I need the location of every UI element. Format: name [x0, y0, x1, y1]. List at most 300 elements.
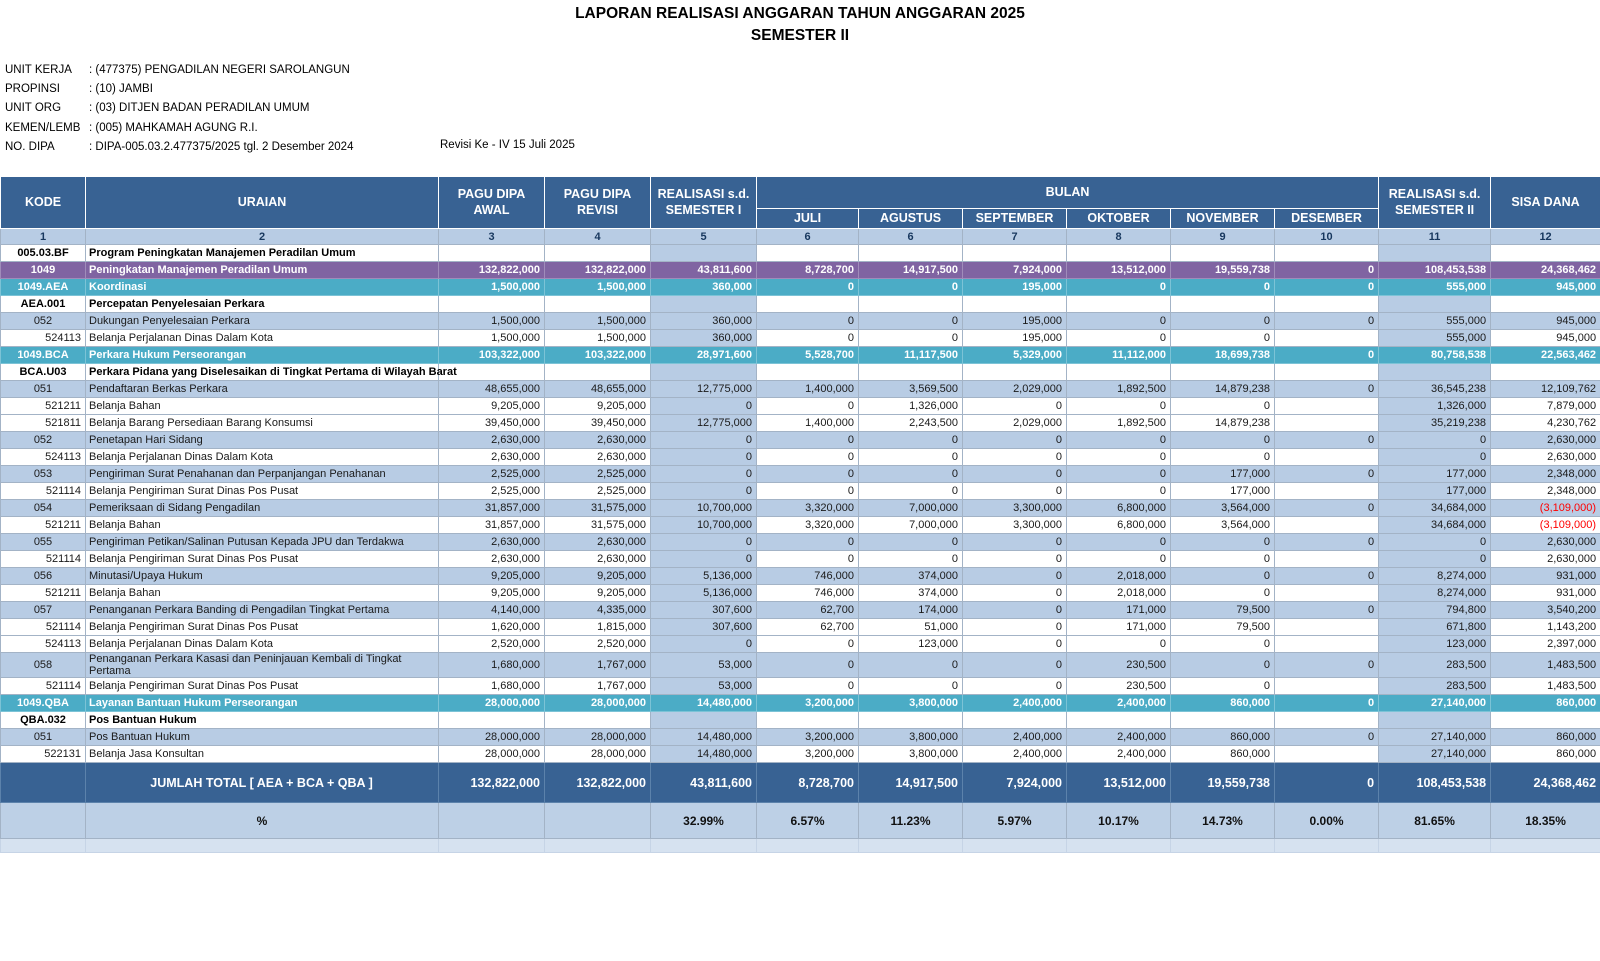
value-cell: 0	[1067, 551, 1171, 568]
table-row	[1, 678, 1600, 695]
value-cell: 123,000	[1379, 636, 1491, 653]
pct-label: %	[86, 803, 439, 839]
table-row	[1, 415, 1600, 432]
value-cell	[545, 803, 651, 839]
table-row	[1, 381, 1600, 398]
value-cell: 0	[1275, 653, 1379, 678]
value-cell: 28,000,000	[439, 695, 545, 712]
uraian-cell: Program Peningkatan Manajemen Peradilan Umum	[86, 245, 439, 262]
table-row	[1, 585, 1600, 602]
uraian-cell: Belanja Bahan	[86, 585, 439, 602]
kode-cell: 053	[1, 466, 86, 483]
value-cell: 2,520,000	[545, 636, 651, 653]
value-cell: 7,000,000	[859, 517, 963, 534]
uraian-cell: Belanja Perjalanan Dinas Dalam Kota	[86, 449, 439, 466]
value-cell: 3,800,000	[859, 695, 963, 712]
col-header-month: JULI	[757, 209, 859, 229]
value-cell: 28,971,600	[651, 347, 757, 364]
report-title-line2: SEMESTER II	[750, 27, 850, 45]
value-cell: 2,400,000	[963, 695, 1067, 712]
meta-row	[5, 80, 353, 99]
value-cell: 1,500,000	[545, 279, 651, 296]
value-cell: 0	[1275, 432, 1379, 449]
column-number: 2	[86, 229, 439, 245]
col-header-kode: KODE	[1, 177, 86, 229]
kode-cell: 1049.BCA	[1, 347, 86, 364]
value-cell: (3,109,000)	[1491, 517, 1600, 534]
table-row	[1, 364, 1600, 381]
col-header-month: DESEMBER	[1275, 209, 1379, 229]
value-cell: 0	[963, 551, 1067, 568]
value-cell: 1,892,500	[1067, 381, 1171, 398]
value-cell: 7,000,000	[859, 500, 963, 517]
value-cell: 0	[859, 449, 963, 466]
value-cell: 0	[1067, 313, 1171, 330]
uraian-cell: Koordinasi	[86, 279, 439, 296]
value-cell: 103,322,000	[439, 347, 545, 364]
value-cell: 0	[1275, 695, 1379, 712]
value-cell: 3,564,000	[1171, 500, 1275, 517]
value-cell: 195,000	[963, 330, 1067, 347]
value-cell	[1171, 364, 1275, 381]
uraian-cell: Belanja Perjalanan Dinas Dalam Kota	[86, 330, 439, 347]
value-cell: 945,000	[1491, 313, 1600, 330]
kode-cell: 1049.QBA	[1, 695, 86, 712]
value-cell: 12,775,000	[651, 415, 757, 432]
column-number: 9	[1171, 229, 1275, 245]
value-cell: 0	[1275, 466, 1379, 483]
column-number: 4	[545, 229, 651, 245]
value-cell: 0	[1275, 279, 1379, 296]
value-cell	[1275, 619, 1379, 636]
value-cell	[1275, 517, 1379, 534]
value-cell: 555,000	[1379, 313, 1491, 330]
value-cell: 0	[1275, 500, 1379, 517]
value-cell: 28,000,000	[439, 729, 545, 746]
value-cell	[1275, 449, 1379, 466]
value-cell: 2,630,000	[545, 432, 651, 449]
value-cell	[859, 712, 963, 729]
value-cell: 0	[1171, 653, 1275, 678]
value-cell: 0	[963, 534, 1067, 551]
column-number-row	[1, 229, 1600, 245]
table-row	[1, 602, 1600, 619]
value-cell: 7,879,000	[1491, 398, 1600, 415]
col-header-bulan: BULAN	[757, 177, 1379, 209]
value-cell: 103,322,000	[545, 347, 651, 364]
uraian-cell: Penetapan Hari Sidang	[86, 432, 439, 449]
kode-cell: 521811	[1, 415, 86, 432]
col-header-pagu-awal: PAGU DIPA AWAL	[439, 177, 545, 229]
value-cell: 0	[651, 432, 757, 449]
value-cell	[651, 296, 757, 313]
value-cell	[545, 245, 651, 262]
value-cell	[545, 712, 651, 729]
value-cell: 0	[1067, 466, 1171, 483]
kode-cell: BCA.U03	[1, 364, 86, 381]
value-cell: 9,205,000	[545, 585, 651, 602]
value-cell: 0	[1171, 678, 1275, 695]
value-cell: 0	[1275, 763, 1379, 803]
uraian-cell: Pendaftaran Berkas Perkara	[86, 381, 439, 398]
col-header-realisasi-sem2: REALISASI s.d. SEMESTER II	[1379, 177, 1491, 229]
value-cell: 48,655,000	[439, 381, 545, 398]
value-cell: 307,600	[651, 619, 757, 636]
value-cell: 48,655,000	[545, 381, 651, 398]
value-cell: 28,000,000	[439, 746, 545, 763]
value-cell: 171,000	[1067, 602, 1171, 619]
value-cell: 931,000	[1491, 585, 1600, 602]
meta-value: : (03) DITJEN BADAN PERADILAN UMUM	[89, 102, 310, 115]
value-cell: 0	[1275, 262, 1379, 279]
table-row	[1, 695, 1600, 712]
table-row	[1, 245, 1600, 262]
value-cell: 1,483,500	[1491, 678, 1600, 695]
value-cell: 0	[1171, 432, 1275, 449]
value-cell: 0	[1379, 432, 1491, 449]
kode-cell: 058	[1, 653, 86, 678]
value-cell: 2,630,000	[439, 551, 545, 568]
value-cell: 860,000	[1491, 729, 1600, 746]
value-cell	[859, 364, 963, 381]
bottom-strip-row	[1, 839, 1600, 853]
value-cell: 0	[859, 483, 963, 500]
value-cell: 0	[963, 653, 1067, 678]
value-cell: 1,892,500	[1067, 415, 1171, 432]
value-cell: 14,480,000	[651, 695, 757, 712]
value-cell: 0	[963, 398, 1067, 415]
value-cell: 1,500,000	[439, 279, 545, 296]
value-cell: 14,480,000	[651, 729, 757, 746]
value-cell: 11,117,500	[859, 347, 963, 364]
value-cell: 0	[1171, 568, 1275, 585]
value-cell: 2,525,000	[545, 466, 651, 483]
uraian-cell: Pemeriksaan di Sidang Pengadilan	[86, 500, 439, 517]
value-cell: 0	[757, 449, 859, 466]
value-cell: 0	[963, 585, 1067, 602]
uraian-cell: Belanja Barang Persediaan Barang Konsumsi	[86, 415, 439, 432]
value-cell: 0	[757, 534, 859, 551]
value-cell: 10,700,000	[651, 517, 757, 534]
value-cell: 860,000	[1491, 695, 1600, 712]
uraian-cell: Belanja Pengiriman Surat Dinas Pos Pusat	[86, 678, 439, 695]
value-cell: 9,205,000	[545, 568, 651, 585]
value-cell: 11,112,000	[1067, 347, 1171, 364]
table-row	[1, 653, 1600, 678]
value-cell	[757, 296, 859, 313]
meta-row	[5, 119, 353, 138]
value-cell: 0	[651, 483, 757, 500]
value-cell	[1275, 415, 1379, 432]
col-header-month: AGUSTUS	[859, 209, 963, 229]
value-cell: 1,326,000	[859, 398, 963, 415]
value-cell	[1491, 245, 1600, 262]
value-cell: 43,811,600	[651, 262, 757, 279]
total-label: JUMLAH TOTAL [ AEA + BCA + QBA ]	[86, 763, 439, 803]
value-cell: 11.23%	[859, 803, 963, 839]
value-cell: 0	[651, 466, 757, 483]
uraian-cell: Percepatan Penyelesaian Perkara	[86, 296, 439, 313]
value-cell: 0	[1067, 432, 1171, 449]
kode-cell: 521114	[1, 551, 86, 568]
value-cell: 108,453,538	[1379, 763, 1491, 803]
value-cell: 0	[1171, 449, 1275, 466]
value-cell: 8,728,700	[757, 763, 859, 803]
value-cell: 0	[859, 653, 963, 678]
value-cell: 2,400,000	[1067, 695, 1171, 712]
kode-cell: 521211	[1, 517, 86, 534]
value-cell	[1379, 245, 1491, 262]
value-cell: 0	[651, 636, 757, 653]
value-cell: 0	[859, 551, 963, 568]
column-number: 7	[963, 229, 1067, 245]
value-cell: 12,775,000	[651, 381, 757, 398]
value-cell: 39,450,000	[545, 415, 651, 432]
value-cell	[1491, 296, 1600, 313]
value-cell: 132,822,000	[439, 763, 545, 803]
value-cell: 2,243,500	[859, 415, 963, 432]
value-cell: 3,569,500	[859, 381, 963, 398]
value-cell: 1,400,000	[757, 381, 859, 398]
value-cell: 14,879,238	[1171, 415, 1275, 432]
value-cell: 2,630,000	[545, 534, 651, 551]
value-cell: 2,630,000	[1491, 551, 1600, 568]
value-cell: 0	[1275, 313, 1379, 330]
value-cell: 31,857,000	[439, 500, 545, 517]
value-cell: 0	[1379, 534, 1491, 551]
kode-cell: 052	[1, 432, 86, 449]
value-cell: 746,000	[757, 585, 859, 602]
table-row	[1, 262, 1600, 279]
value-cell: 307,600	[651, 602, 757, 619]
value-cell: 0	[859, 678, 963, 695]
value-cell	[651, 364, 757, 381]
meta-value: : (10) JAMBI	[89, 83, 153, 96]
value-cell: 51,000	[859, 619, 963, 636]
kode-cell: 054	[1, 500, 86, 517]
value-cell: 0	[757, 678, 859, 695]
value-cell	[859, 245, 963, 262]
uraian-cell: Belanja Bahan	[86, 398, 439, 415]
value-cell: 0	[757, 330, 859, 347]
kode-cell: 521211	[1, 398, 86, 415]
value-cell: 2,630,000	[545, 449, 651, 466]
value-cell: 28,000,000	[545, 729, 651, 746]
value-cell: 35,219,238	[1379, 415, 1491, 432]
value-cell: 746,000	[757, 568, 859, 585]
value-cell	[1171, 245, 1275, 262]
value-cell: 360,000	[651, 313, 757, 330]
value-cell: 195,000	[963, 279, 1067, 296]
value-cell: 13,512,000	[1067, 262, 1171, 279]
value-cell	[1171, 296, 1275, 313]
value-cell	[439, 712, 545, 729]
col-header-uraian: URAIAN	[86, 177, 439, 229]
value-cell: 0	[1171, 398, 1275, 415]
value-cell: 53,000	[651, 653, 757, 678]
uraian-cell: Penanganan Perkara Kasasi dan Peninjauan Kembali di Tingkat Pertama	[86, 653, 439, 678]
value-cell: 0	[963, 678, 1067, 695]
value-cell: 230,500	[1067, 653, 1171, 678]
table-row	[1, 296, 1600, 313]
value-cell	[1275, 296, 1379, 313]
value-cell: 5,528,700	[757, 347, 859, 364]
value-cell: 80,758,538	[1379, 347, 1491, 364]
value-cell: 81.65%	[1379, 803, 1491, 839]
value-cell: 36,545,238	[1379, 381, 1491, 398]
value-cell	[1379, 364, 1491, 381]
uraian-cell: Perkara Pidana yang Diselesaikan di Tingkat Pertama di Wilayah Barat	[86, 364, 439, 381]
value-cell	[1275, 398, 1379, 415]
value-cell: 0.00%	[1275, 803, 1379, 839]
value-cell: 132,822,000	[545, 763, 651, 803]
value-cell: 360,000	[651, 330, 757, 347]
kode-cell: 056	[1, 568, 86, 585]
value-cell: 374,000	[859, 585, 963, 602]
kode-cell: 521114	[1, 678, 86, 695]
budget-realization-table	[0, 176, 1600, 853]
value-cell: 9,205,000	[545, 398, 651, 415]
column-number: 5	[651, 229, 757, 245]
value-cell: 0	[1067, 279, 1171, 296]
value-cell	[1275, 636, 1379, 653]
col-header-realisasi-sem1: REALISASI s.d. SEMESTER I	[651, 177, 757, 229]
value-cell	[1275, 712, 1379, 729]
value-cell: 0	[1379, 551, 1491, 568]
value-cell: 39,450,000	[439, 415, 545, 432]
value-cell: 0	[1171, 585, 1275, 602]
value-cell: 31,575,000	[545, 500, 651, 517]
value-cell: 0	[651, 551, 757, 568]
column-number: 6	[859, 229, 963, 245]
table-row	[1, 729, 1600, 746]
value-cell: 0	[1067, 534, 1171, 551]
column-number: 6	[757, 229, 859, 245]
value-cell: 7,924,000	[963, 763, 1067, 803]
value-cell: 177,000	[1171, 483, 1275, 500]
value-cell: 3,320,000	[757, 500, 859, 517]
table-row	[1, 466, 1600, 483]
table-row	[1, 534, 1600, 551]
value-cell: 2,525,000	[439, 483, 545, 500]
value-cell: 18.35%	[1491, 803, 1600, 839]
value-cell: 860,000	[1171, 746, 1275, 763]
value-cell: 0	[1067, 449, 1171, 466]
value-cell: 3,300,000	[963, 500, 1067, 517]
value-cell: 555,000	[1379, 330, 1491, 347]
value-cell: 3,540,200	[1491, 602, 1600, 619]
value-cell: 0	[963, 466, 1067, 483]
value-cell: 3,800,000	[859, 746, 963, 763]
value-cell	[1275, 678, 1379, 695]
value-cell: 2,348,000	[1491, 466, 1600, 483]
value-cell	[1379, 296, 1491, 313]
value-cell: 0	[963, 432, 1067, 449]
value-cell: 0	[1171, 551, 1275, 568]
column-number: 8	[1067, 229, 1171, 245]
value-cell: 62,700	[757, 619, 859, 636]
value-cell: 14,879,238	[1171, 381, 1275, 398]
report-title-line1: LAPORAN REALISASI ANGGARAN TAHUN ANGGARAN 2025	[575, 5, 1025, 22]
table-row	[1, 330, 1600, 347]
column-number: 3	[439, 229, 545, 245]
value-cell: 14,917,500	[859, 262, 963, 279]
value-cell: 0	[963, 602, 1067, 619]
value-cell	[1275, 746, 1379, 763]
value-cell: 43,811,600	[651, 763, 757, 803]
value-cell: 5,329,000	[963, 347, 1067, 364]
value-cell: 2,397,000	[1491, 636, 1600, 653]
uraian-cell: Belanja Pengiriman Surat Dinas Pos Pusat	[86, 483, 439, 500]
table-row	[1, 347, 1600, 364]
kode-cell: 057	[1, 602, 86, 619]
value-cell: 0	[757, 466, 859, 483]
uraian-cell: Belanja Jasa Konsultan	[86, 746, 439, 763]
uraian-cell: Belanja Pengiriman Surat Dinas Pos Pusat	[86, 619, 439, 636]
value-cell: 283,500	[1379, 653, 1491, 678]
value-cell: 945,000	[1491, 330, 1600, 347]
value-cell: 1,500,000	[439, 330, 545, 347]
value-cell	[1067, 296, 1171, 313]
value-cell: 31,575,000	[545, 517, 651, 534]
value-cell	[1275, 551, 1379, 568]
value-cell: 34,684,000	[1379, 517, 1491, 534]
meta-row	[5, 99, 353, 118]
value-cell: 0	[963, 636, 1067, 653]
meta-value: : (477375) PENGADILAN NEGERI SAROLANGUN	[89, 64, 350, 76]
value-cell: 2,029,000	[963, 415, 1067, 432]
value-cell: 1,143,200	[1491, 619, 1600, 636]
kode-cell: QBA.032	[1, 712, 86, 729]
value-cell	[757, 364, 859, 381]
value-cell: 2,630,000	[545, 551, 651, 568]
value-cell: 0	[651, 534, 757, 551]
value-cell: 0	[1067, 483, 1171, 500]
value-cell: 3,564,000	[1171, 517, 1275, 534]
table-row	[1, 313, 1600, 330]
value-cell: 0	[1171, 313, 1275, 330]
kode-cell	[1, 803, 86, 839]
value-cell: 14.73%	[1171, 803, 1275, 839]
revision-note: Revisi Ke - IV 15 Juli 2025	[440, 139, 575, 151]
value-cell: 177,000	[1379, 483, 1491, 500]
value-cell: 5,136,000	[651, 585, 757, 602]
value-cell	[963, 296, 1067, 313]
table-row	[1, 712, 1600, 729]
value-cell: 2,520,000	[439, 636, 545, 653]
value-cell: 7,924,000	[963, 262, 1067, 279]
value-cell: 32.99%	[651, 803, 757, 839]
col-header-month: NOVEMBER	[1171, 209, 1275, 229]
value-cell: 27,140,000	[1379, 729, 1491, 746]
uraian-cell: Belanja Pengiriman Surat Dinas Pos Pusat	[86, 551, 439, 568]
value-cell: 9,205,000	[439, 585, 545, 602]
value-cell: 671,800	[1379, 619, 1491, 636]
value-cell: 123,000	[859, 636, 963, 653]
value-cell: 3,200,000	[757, 695, 859, 712]
uraian-cell: Peningkatan Manajemen Peradilan Umum	[86, 262, 439, 279]
value-cell: 13,512,000	[1067, 763, 1171, 803]
value-cell: 945,000	[1491, 279, 1600, 296]
value-cell: 860,000	[1171, 695, 1275, 712]
value-cell: 0	[1067, 330, 1171, 347]
kode-cell: 521114	[1, 483, 86, 500]
value-cell	[545, 364, 651, 381]
value-cell: 0	[1171, 534, 1275, 551]
kode-cell: 1049	[1, 262, 86, 279]
table-row	[1, 636, 1600, 653]
kode-cell: 524113	[1, 449, 86, 466]
